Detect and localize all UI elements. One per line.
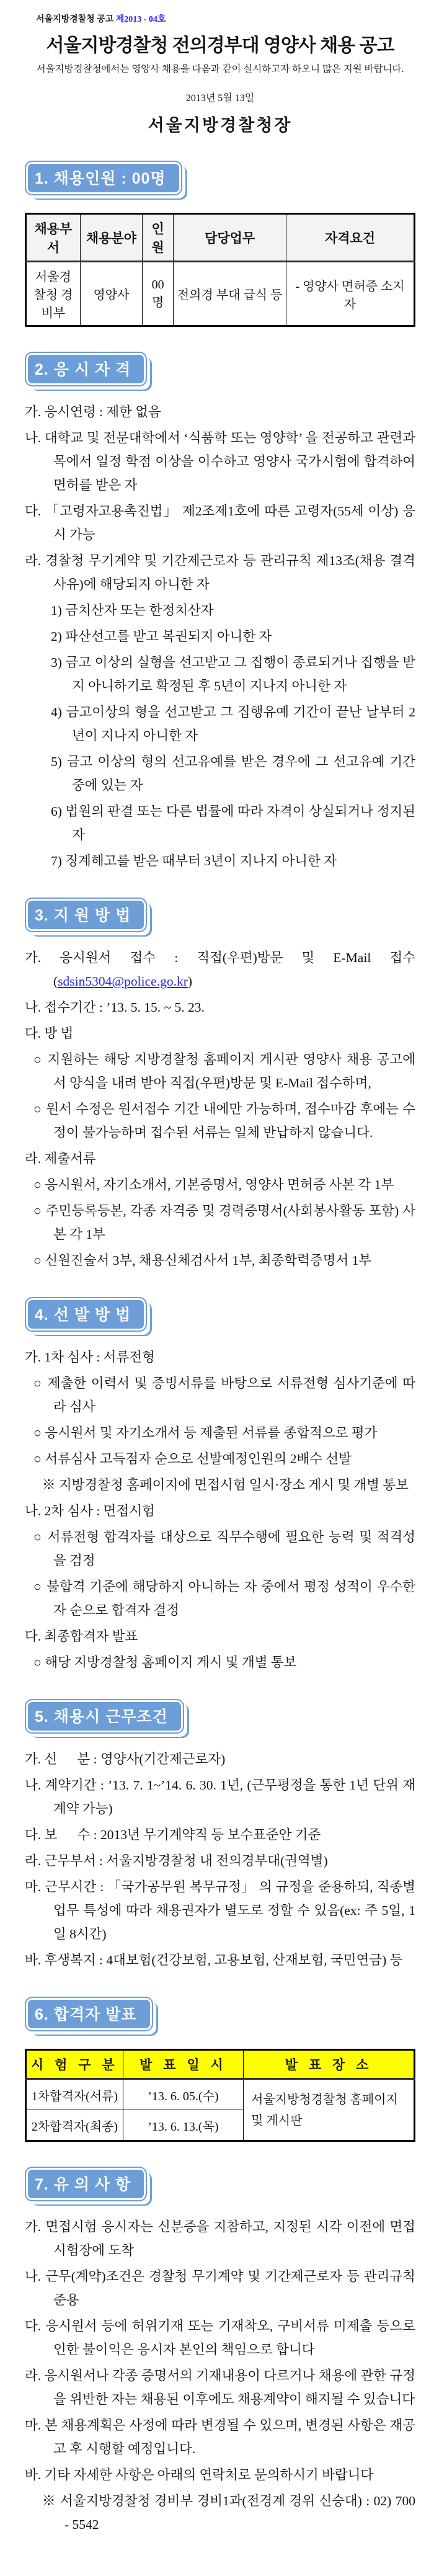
section-badge-notes: 7. 유 의 사 항 [25,2167,147,2201]
disqualification-6: 6) 법원의 판결 또는 다른 법률에 따라 자격이 상실되거나 정지된 자 [51,804,415,842]
selection-round1-label: 가. 1차 심사 : 서류전형 [25,1350,155,1365]
selection-final-label: 다. 최종합격자 발표 [25,1629,138,1644]
disqualification-4: 4) 금고이상의 형을 선고받고 그 집행유예 기간이 끝난 날부터 2년이 지나지 아니한 자 [51,705,415,743]
notice-prefix: 서울지방경찰청 공고 [36,15,116,24]
recruit-col-field: 채용분야 [80,214,142,262]
selection-round1-1: ○ 제출한 이력서 및 증빙서류를 바탕으로 서류전형 심사기준에 따라 심사 [33,1376,415,1414]
cell-duty: 전의경 부대 급식 등 [174,262,286,326]
disqualification-5: 5) 금고 이상의 형의 선고유예를 받은 경우에 그 선고유예 기간 중에 있는 자 [51,754,415,793]
section-badge-eligibility: 2. 응 시 자 격 [25,352,147,386]
apply-reception-text: 가. 응시원서 접수 : 직접(우편)방문 및 E-Mail 접수( [25,950,415,989]
selection-round1-2: ○ 응시원서 및 자기소개서 등 제출된 서류를 종합적으로 평가 [33,1425,378,1440]
notice-number-line [36,12,415,25]
selection-round2-1: ○ 서류전형 합격자를 대상으로 직무수행에 필요한 능력 및 적격성을 검정 [33,1530,415,1568]
results-table [25,2049,415,2142]
condition-welfare: 바. 후생복지 : 4대보험(건강보험, 고용보험, 산재보험, 국민연금) 등 [25,1953,403,1968]
results-col-date: 발 표 일 시 [123,2050,243,2079]
notice-number: 제2013 - 04호 [115,15,166,24]
recruit-col-count: 인원 [143,214,174,262]
selection-final-1: ○ 해당 지방경찰청 홈페이지 게시 및 개별 통보 [33,1655,297,1670]
cell-round1-date: ’13. 6. 05.(수) [123,2079,243,2110]
notes-id-card: 가. 면접시험 응시자는 신분증을 지참하고, 지정된 시각 이전에 면접시험장에 도착 [25,2219,415,2258]
disqualification-3: 3) 금고 이상의 실형을 선고받고 그 집행이 종료되거나 집행을 받지 아니하기로 확정된 후 5년이 지나지 아니한 자 [51,655,415,693]
results-table-header-row [26,2050,415,2079]
page-subtitle: 서울지방경찰청에서는 영양사 채용을 다음과 같이 실시하고자 하오니 많은 지원 바랍니다. [36,64,404,74]
eligibility-education: 나. 대학교 및 전문대학에서 ‘식품학 또는 영양학’ 을 전공하고 관련과목에서 일정 학점 이상을 이수하고 영양사 국가시험에 합격하여 면허를 받은 자 [25,430,415,492]
section-badge-work-conditions: 5. 채용시 근무조건 [25,1699,184,1734]
condition-contract-period: 나. 계약기간 : ’13. 7. 1~’14. 6. 30. 1년, (근무평정을 통한 1년 단위 재계약 가능) [25,1778,415,1816]
selection-round1-3: ○ 서류심사 고득점자 순으로 선발예정인원의 2배수 선발 [33,1451,352,1466]
notes-plan-change: 마. 본 채용계획은 사정에 따라 변경될 수 있으며, 변경된 사항은 재공고 후 시행할 예정입니다. [25,2418,415,2456]
section-badge-results: 6. 합격자 발표 [25,1997,153,2031]
condition-department: 라. 근무부서 : 서울지방경찰청 내 전의경부대(권역별) [25,1853,328,1868]
selection-round2-label: 나. 2차 심사 : 면접시험 [25,1504,155,1518]
section-3 [25,898,415,932]
apply-method-2: ○ 원서 수정은 원서접수 기간 내에만 가능하며, 접수마감 후에는 수정이 불가능하며 접수된 서류는 일체 반납하지 않습니다. [33,1102,415,1140]
results-row-1 [26,2079,415,2110]
page-title: 서울지방경찰청 전의경부대 영양사 채용 공고 [46,35,394,56]
notes-false-statement: 다. 응시원서 등에 허위기재 또는 기재착오, 구비서류 미제출 등으로 인한 불이익은 응시자 본인의 책임으로 합니다 [25,2319,415,2357]
apply-documents-3: ○ 신원진술서 3부, 채용신체검사서 1부, 최종학력증명서 1부 [33,1253,372,1268]
condition-status: 가. 신 분 : 영양사(기간제근로자) [25,1752,226,1767]
cell-field: 영양사 [80,262,142,326]
eligibility-age: 가. 응시연령 : 제한 없음 [25,404,161,419]
apply-documents-2: ○ 주민등록등본, 각종 자격증 및 경력증명서(사회봉사활동 포함) 사본 각 1부 [33,1203,415,1242]
notes-contact-info: ※ 서울지방경찰청 경비부 경비1과(전경계 경위 신승대) : 02) 700 - 5542 [42,2494,415,2532]
cell-count: 00명 [143,262,174,326]
notes-contact-label: 바. 기타 자세한 사항은 아래의 연락처로 문의하시기 바랍니다 [25,2467,374,2482]
selection-round2-2: ○ 불합격 기준에 해당하지 아니하는 자 중에서 평정 성적이 우수한 자 순으로 합격자 결정 [33,1579,415,1618]
results-col-exam-type: 시 험 구 분 [26,2050,123,2079]
apply-reception-text-suffix: ) [187,974,193,989]
apply-documents-1: ○ 응시원서, 자기소개서, 기본증명서, 영양사 면허증 사본 각 1부 [33,1177,394,1192]
recruit-table-header-row [26,214,415,262]
cell-round1-label: 1차합격자(서류) [26,2079,123,2110]
issuing-authority: 서울지방경찰청장 [148,116,293,135]
recruit-col-dept: 채용부서 [26,214,81,262]
announcement-date: 2013년 5월 13일 [185,93,255,104]
selection-round1-note: ※ 지방경찰청 홈페이지에 면접시험 일시·장소 게시 및 개별 통보 [42,1477,409,1492]
condition-hours: 마. 근무시간 : 「국가공무원 복무규정」 의 규정을 준용하되, 직종별 업무 특성에 따라 채용권자가 별도로 정할 수 있음(ex: 주 5일, 1일 8시간) [25,1879,415,1941]
section-1 [25,161,415,195]
cell-results-place: 서울지방청경찰청 홈페이지 및 게시판 [244,2079,415,2141]
apply-method-1: ○ 지원하는 해당 지방경찰청 홈페이지 게시판 영양사 채용 공고에서 양식을 내려 받아 직접(우편)방문 및 E-Mail 접수하며, [33,1052,415,1090]
section-7 [25,2167,415,2201]
cell-round2-label: 2차합격자(최종) [26,2110,123,2141]
section-4 [25,1297,415,1332]
notes-contract-rule: 나. 근무(계약)조건은 경찰청 무기계약 및 기간제근로자 등 관리규칙 준용 [25,2269,415,2307]
condition-pay: 다. 보 수 : 2013년 무기계약직 등 보수표준안 기준 [25,1827,321,1842]
recruit-table-row [26,262,415,326]
disqualification-2: 2) 파산선고를 받고 복권되지 아니한 자 [51,629,272,644]
recruit-col-duty: 담당업무 [174,214,286,262]
section-badge-how-to-apply: 3. 지 원 방 법 [25,898,147,932]
eligibility-disqualification: 라. 경찰청 무기계약 및 기간제근로자 등 관리규칙 제13조(채용 결격 사유)에 해당되지 아니한 자 [25,553,415,592]
apply-documents-label: 라. 제출서류 [25,1151,96,1166]
apply-reception [25,946,415,993]
results-col-place: 발 표 장 소 [244,2050,415,2079]
notes-termination: 라. 응시원서나 각종 증명서의 기재내용이 다르거나 채용에 관한 규정을 위반한 자는 채용된 이후에도 채용계약이 해지될 수 있습니다 [25,2368,415,2407]
recruit-table [25,213,415,327]
apply-method-label: 다. 방 법 [25,1026,74,1041]
email-link[interactable]: sdsin5304@police.go.kr [58,974,188,989]
recruit-col-qualification: 자격요건 [286,214,415,262]
section-2 [25,352,415,386]
disqualification-7: 7) 징계해고를 받은 때부터 3년이 지나지 아니한 자 [51,853,337,868]
disqualification-1: 1) 금치산자 또는 한정치산자 [51,603,214,618]
cell-round2-date: ’13. 6. 13.(목) [123,2110,243,2141]
section-5 [25,1699,415,1734]
section-6 [25,1997,415,2031]
section-badge-selection: 4. 선 발 방 법 [25,1297,147,1332]
cell-qualification: - 영양사 면허증 소지자 [286,262,415,326]
eligibility-senior: 다. 「고령자고용촉진법」 제2조제1호에 따른 고령자(55세 이상) 응시 가능 [25,504,415,542]
cell-dept: 서울경찰청 경비부 [26,262,81,326]
apply-period: 나. 접수기간 : ’13. 5. 15. ~ 5. 23. [25,1000,205,1015]
section-badge-recruit-count: 1. 채용인원 : 00명 [25,161,182,195]
